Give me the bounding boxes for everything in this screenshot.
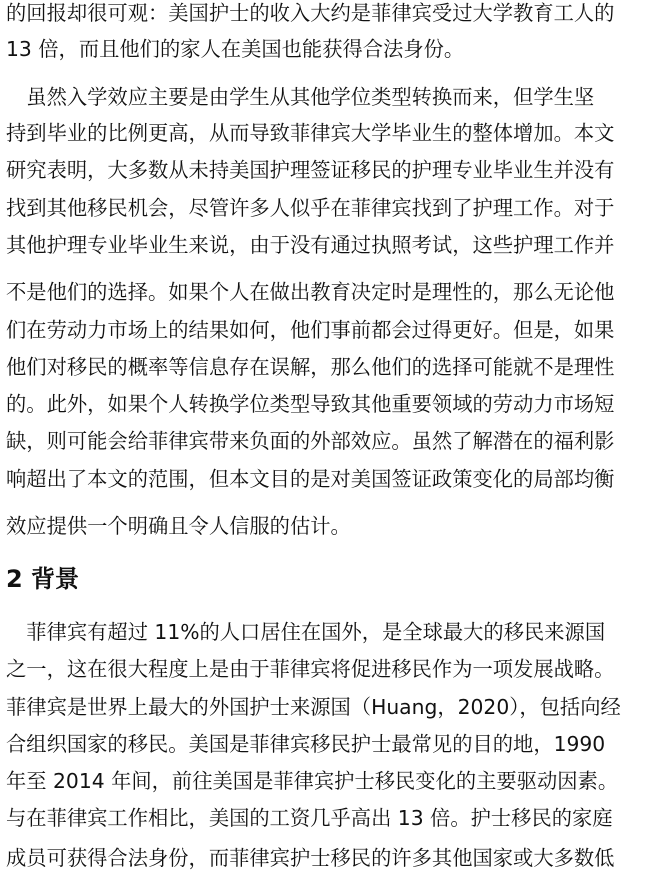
text-line: 年至 2014 年间，前往美国是菲律宾护士移民变化的主要驱动因素。 xyxy=(6,769,619,793)
text-line: 虽然入学效应主要是由学生从其他学位类型转换而来，但学生坚 xyxy=(6,85,595,109)
text-line: 效应提供一个明确且令人信服的估计。 xyxy=(6,514,351,538)
text-line: 响超出了本文的范围，但本文目的是对美国签证政策变化的局部均衡 xyxy=(6,467,615,491)
text-line: 他们对移民的概率等信息存在误解，那么他们的选择可能就不是理性 xyxy=(6,355,615,379)
text-line: 成员可获得合法身份，而菲律宾护士移民的许多其他国家或大多数低 xyxy=(6,846,615,870)
text-line: 之一，这在很大程度上是由于菲律宾将促进移民作为一项发展战略。 xyxy=(6,657,615,681)
text-line: 不是他们的选择。如果个人在做出教育决定时是理性的，那么无论他 xyxy=(6,280,615,304)
text-line: 其他护理专业毕业生来说，由于没有通过执照考试，这些护理工作并 xyxy=(6,233,615,257)
text-line: 持到毕业的比例更高，从而导致菲律宾大学毕业生的整体增加。本文 xyxy=(6,121,615,145)
text-line: 们在劳动力市场上的结果如何，他们事前都会过得更好。但是，如果 xyxy=(6,318,615,342)
text-line: 的回报却很可观：美国护士的收入大约是菲律宾受过大学教育工人的 xyxy=(6,1,615,25)
text-line: 研究表明，大多数从未持美国护理签证移民的护理专业毕业生并没有 xyxy=(6,158,615,182)
text-line: 菲律宾有超过 11%的人口居住在国外，是全球最大的移民来源国 xyxy=(6,620,606,644)
text-line: 缺，则可能会给菲律宾带来负面的外部效应。虽然了解潜在的福利影 xyxy=(6,429,615,453)
text-line: 与在菲律宾工作相比，美国的工资几乎高出 13 倍。护士移民的家庭 xyxy=(6,806,613,830)
section-heading: 2 背景 xyxy=(6,565,80,593)
text-line: 找到其他移民机会，尽管许多人似乎在菲律宾找到了护理工作。对于 xyxy=(6,196,615,220)
text-line: 菲律宾是世界上最大的外国护士来源国（Huang，2020），包括向经 xyxy=(6,695,621,719)
text-line: 的。此外，如果个人转换学位类型导致其他重要领域的劳动力市场短 xyxy=(6,392,615,416)
text-line: 13 倍，而且他们的家人在美国也能获得合法身份。 xyxy=(6,37,465,61)
text-line: 合组织国家的移民。美国是菲律宾移民护士最常见的目的地，1990 xyxy=(6,732,606,756)
